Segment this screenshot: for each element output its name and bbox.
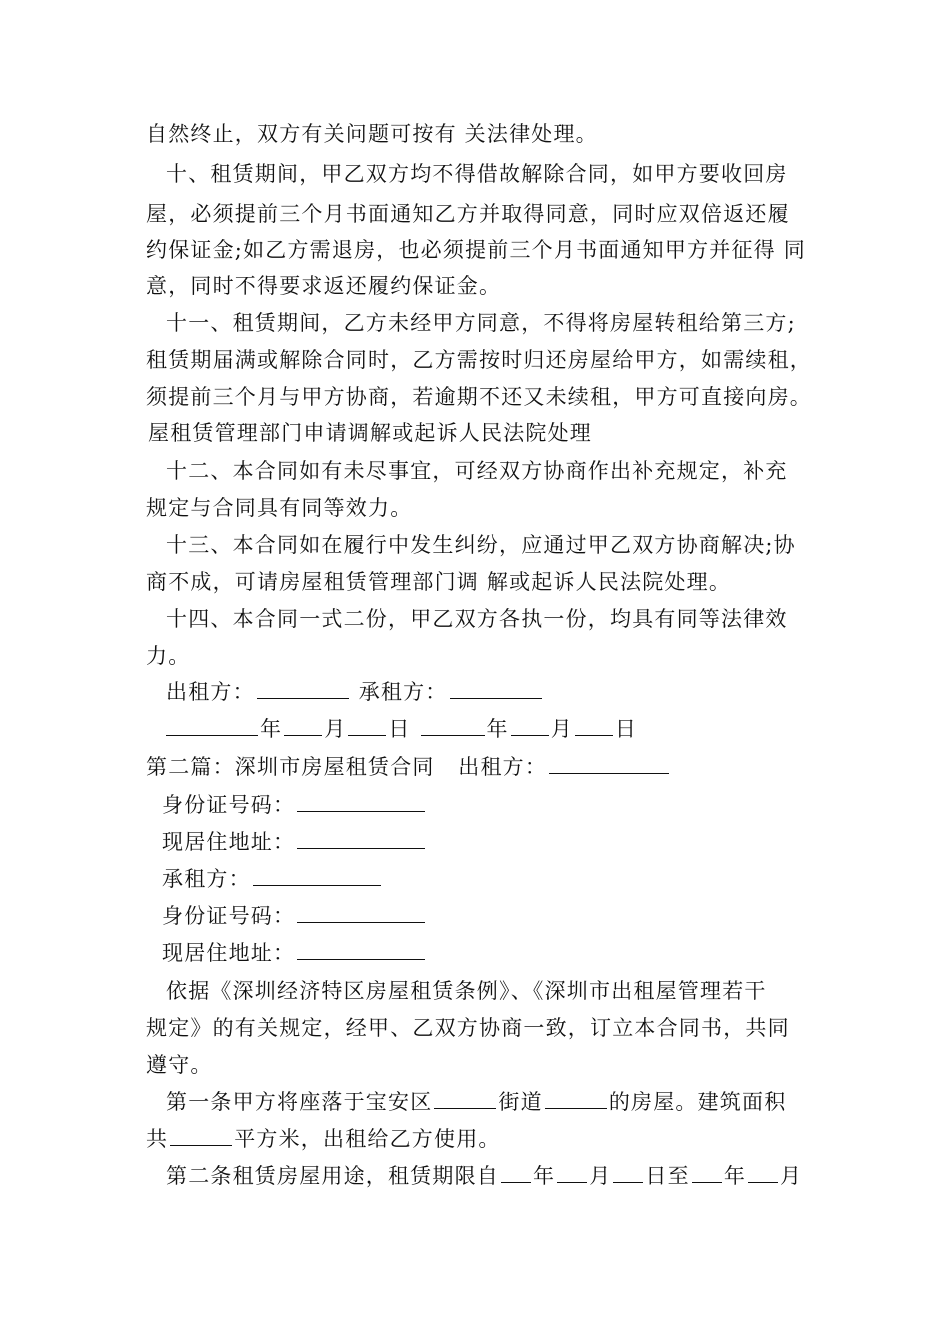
id-number-row xyxy=(162,790,427,820)
text-line: 屋租赁管理部门申请调解或起诉人民法院处理 xyxy=(148,421,592,445)
text-line: 屋，必须提前三个月书面通知乙方并取得同意，同时应双倍返还履 xyxy=(146,202,790,226)
article-text: 共 xyxy=(146,1127,169,1151)
article-text: 第二条租赁房屋用途，租赁期限自 xyxy=(166,1164,499,1188)
text-line: 须提前三个月与甲方协商，若逾期不还又未续租，甲方可直接向房。 xyxy=(146,385,812,409)
blank[interactable] xyxy=(170,1124,232,1146)
id-number-row xyxy=(162,901,427,931)
clause-14: 十四、本合同一式二份，甲乙双方各执一份，均具有同等法律效 xyxy=(166,607,788,631)
blank[interactable] xyxy=(748,1161,778,1183)
clause-10: 十、租赁期间，甲乙双方均不得借故解除合同，如甲方要收回房 xyxy=(166,162,788,186)
article-1-cont xyxy=(146,1124,501,1154)
text-line: 租赁期届满或解除合同时，乙方需按时归还房屋给甲方，如需续租， xyxy=(146,348,812,372)
clause-11: 十一、租赁期间，乙方未经甲方同意，不得将房屋转租给第三方; xyxy=(166,311,796,335)
lessee-label: 承租方： xyxy=(358,680,448,704)
month-label: 月 xyxy=(589,1164,612,1188)
article-text: 街道 xyxy=(498,1090,543,1114)
blank[interactable] xyxy=(545,1087,607,1109)
clause-12: 十二、本合同如有未尽事宜，可经双方协商作出补充规定，补充 xyxy=(166,459,788,483)
blank[interactable] xyxy=(434,1087,496,1109)
text-line: 约保证金;如乙方需退房，也必须提前三个月书面通知甲方并征得 同 xyxy=(146,238,806,262)
month-label: 月 xyxy=(780,1164,803,1188)
article-text: 的房屋。建筑面积 xyxy=(608,1090,787,1114)
day-label: 日至 xyxy=(645,1164,690,1188)
text-line: 意，同时不得要求返还履约保证金。 xyxy=(146,274,502,298)
signature-row xyxy=(166,677,544,707)
id-number-label: 身份证号码： xyxy=(162,793,296,817)
part2-heading xyxy=(146,752,671,782)
lessee-row xyxy=(162,864,383,894)
year-label: 年 xyxy=(533,1164,556,1188)
day-label: 日 xyxy=(614,717,638,741)
address-label: 现居住地址： xyxy=(162,941,296,965)
date-blank[interactable] xyxy=(511,714,549,736)
day-label: 日 xyxy=(388,717,411,741)
preamble: 依据《深圳经济特区房屋租赁条例》、《深圳市出租屋管理若干 xyxy=(166,979,767,1003)
month-label: 月 xyxy=(324,717,347,741)
lessee-blank[interactable] xyxy=(253,864,381,886)
id-number-blank[interactable] xyxy=(297,790,425,812)
id-number-blank[interactable] xyxy=(297,901,425,923)
blank[interactable] xyxy=(501,1161,531,1183)
article-text: 平方米，出租给乙方使用。 xyxy=(234,1127,501,1151)
article-1 xyxy=(166,1087,786,1117)
article-2 xyxy=(166,1161,802,1191)
address-blank[interactable] xyxy=(297,938,425,960)
text-line: 规定与合同具有同等效力。 xyxy=(146,496,413,520)
lessee-blank[interactable] xyxy=(450,677,542,699)
date-blank[interactable] xyxy=(421,714,485,736)
blank[interactable] xyxy=(557,1161,587,1183)
article-text: 第一条甲方将座落于宝安区 xyxy=(166,1090,433,1114)
blank[interactable] xyxy=(613,1161,643,1183)
address-row xyxy=(162,938,427,968)
date-blank[interactable] xyxy=(348,714,386,736)
date-blank[interactable] xyxy=(575,714,613,736)
date-row xyxy=(164,714,637,744)
part2-lessor-blank[interactable] xyxy=(549,752,669,774)
part2-lessor-label: 出租方： xyxy=(458,755,548,779)
text-line: 力。 xyxy=(146,644,191,668)
lessor-label: 出租方： xyxy=(166,680,255,704)
id-number-label: 身份证号码： xyxy=(162,904,296,928)
date-blank[interactable] xyxy=(166,714,258,736)
text-line: 遵守。 xyxy=(146,1053,213,1077)
year-label: 年 xyxy=(723,1164,747,1188)
date-blank[interactable] xyxy=(284,714,322,736)
blank[interactable] xyxy=(692,1161,722,1183)
part2-title: 第二篇：深圳市房屋租赁合同 xyxy=(146,755,435,779)
year-label: 年 xyxy=(260,717,283,741)
address-row xyxy=(162,827,427,857)
year-label: 年 xyxy=(486,717,509,741)
text-line: 规定》的有关规定，经甲、乙双方协商一致，订立本合同书，共同 xyxy=(146,1016,790,1040)
lessor-blank[interactable] xyxy=(257,677,349,699)
month-label: 月 xyxy=(550,717,573,741)
address-blank[interactable] xyxy=(297,827,425,849)
text-line: 自然终止，双方有关问题可按有 关法律处理。 xyxy=(146,122,598,146)
text-line: 商不成，可请房屋租赁管理部门调 解或起诉人民法院处理。 xyxy=(146,570,732,594)
address-label: 现居住地址： xyxy=(162,830,296,854)
clause-13: 十三、本合同如在履行中发生纠纷，应通过甲乙双方协商解决;协 xyxy=(166,533,796,557)
lessee-label: 承租方： xyxy=(162,867,251,891)
